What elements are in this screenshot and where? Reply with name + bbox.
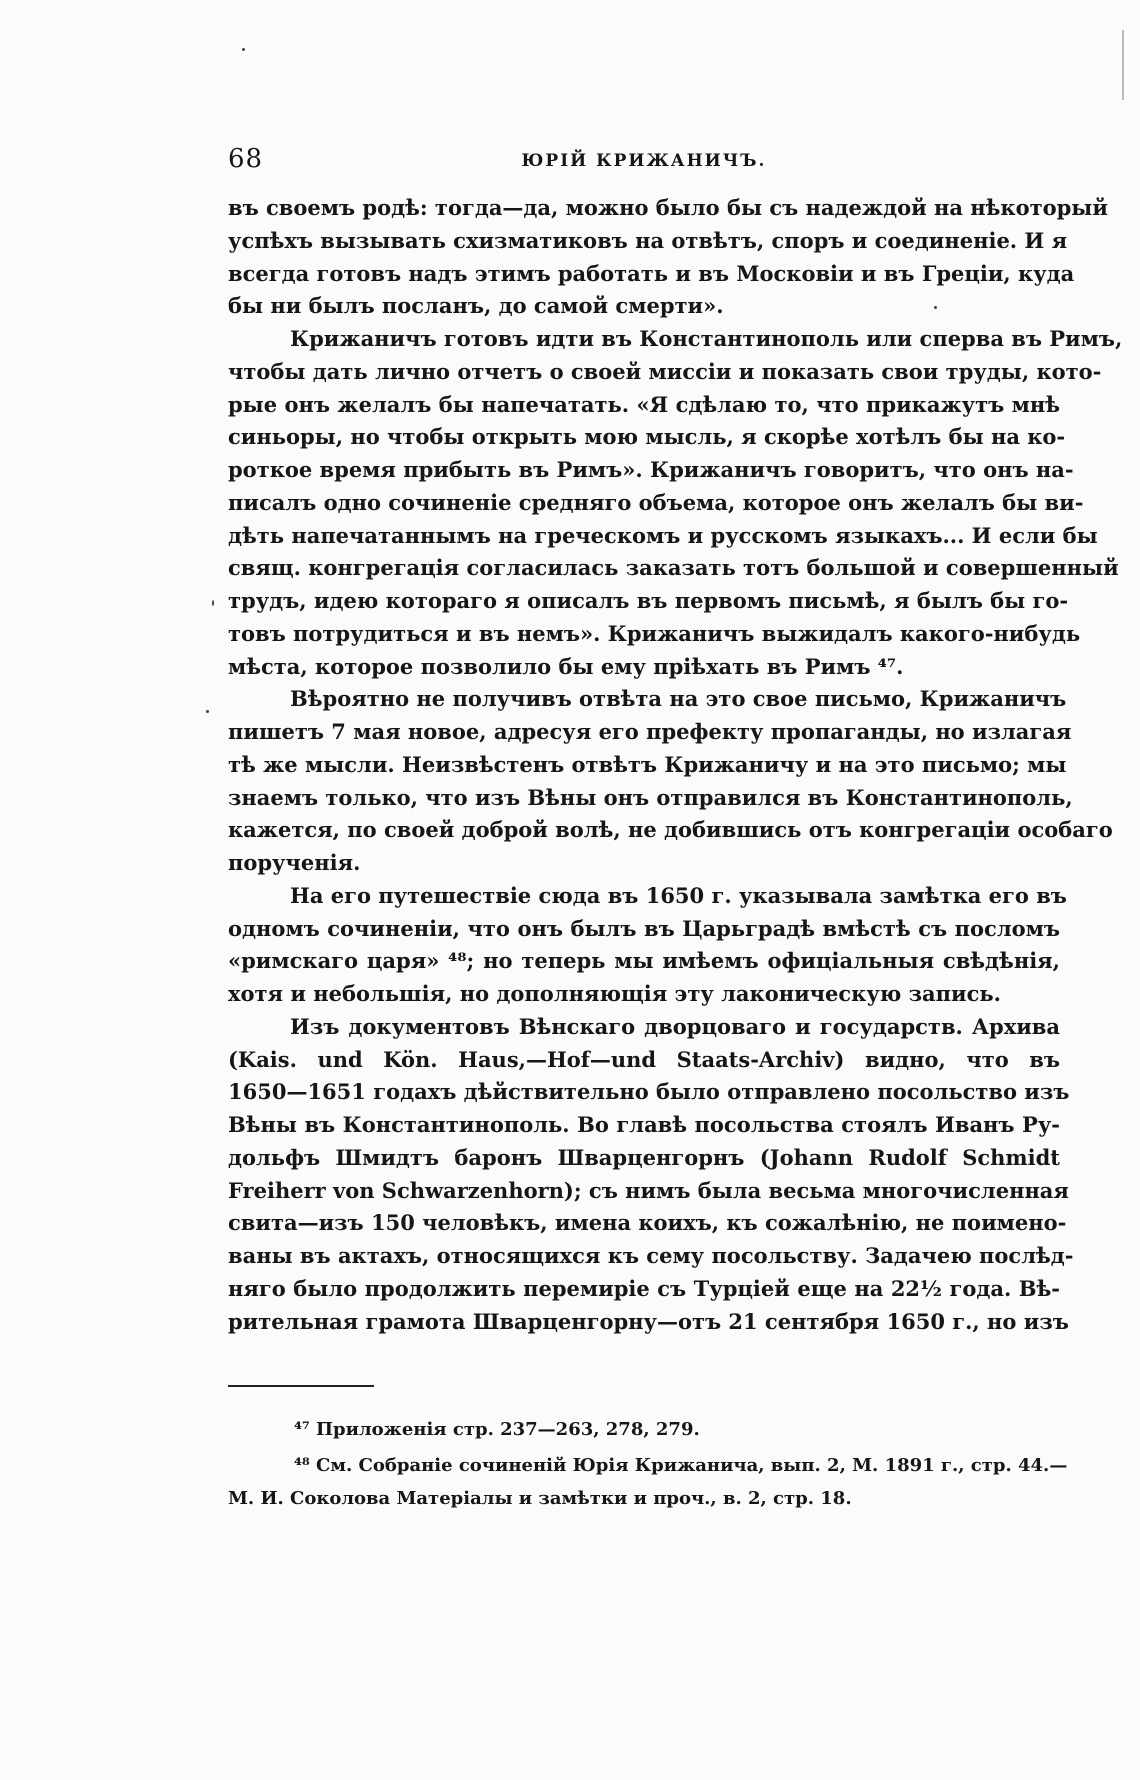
text-line: одномъ сочиненіи, что онъ былъ въ Царьградѣ вмѣстѣ съ посломъ [228, 915, 1060, 941]
text-line: писалъ одно сочиненіе средняго объема, которое онъ желалъ бы ви- [228, 489, 1084, 515]
text-line: Крижаничъ готовъ идти въ Константинополь или сперва въ Римъ, [290, 326, 1123, 351]
text-line: трудъ, идею котораго я описалъ въ первомъ письмѣ, я былъ бы го- [228, 588, 1069, 613]
text-line: въ своемъ родѣ: тогда—да, можно было бы съ надеждой на нѣкоторый [228, 195, 1108, 220]
text-line: мѣста, которое позволило бы ему пріѣхать въ Римъ ⁴⁷. [228, 653, 904, 679]
text-line: (Kais. und Kön. Haus,—Hof—und Staats-Archiv) видно, что въ [228, 1046, 1060, 1072]
text-line: дольфъ Шмидтъ баронъ Шварценгорнъ (Johann Rudolf Schmidt [228, 1144, 1060, 1170]
text-line: На его путешествіе сюда въ 1650 г. указывала замѣтка его въ [290, 882, 1067, 908]
text-line: Freiherr von Schwarzenhorn); съ нимъ была весьма многочисленная [228, 1177, 1069, 1203]
footnote-48-continuation: М. И. Соколова Матеріалы и замѣтки и проч., в. 2, стр. 18. [228, 1488, 852, 1509]
text-line: няго было продолжить перемиріе съ Турціей еще на 22½ года. Вѣ- [228, 1275, 1060, 1301]
text-line: синьоры, но чтобы открыть мою мысль, я скорѣе хотѣлъ бы на ко- [228, 424, 1066, 450]
text-line: «римскаго царя» ⁴⁸; но теперь мы имѣемъ офиціальныя свѣдѣнія, [228, 948, 1060, 974]
text-line: хотя и небольшія, но дополняющія эту лаконическую запись. [228, 981, 1001, 1006]
text-line: товъ потрудиться и въ немъ». Крижаничъ выжидалъ какого-нибудь [228, 620, 1081, 646]
running-title: ЮРІЙ КРИЖАНИЧЪ. [521, 151, 767, 171]
text-line: успѣхъ вызывать схизматиковъ на отвѣтъ, споръ и соединеніе. И я [228, 227, 1068, 253]
text-line: пишетъ 7 мая новое, адресуя его префекту пропаганды, но излагая [228, 719, 1072, 744]
text-line: Вѣны въ Константинополь. Во главѣ посольства стоялъ Иванъ Ру- [228, 1112, 1060, 1137]
text-line: знаемъ только, что изъ Вѣны онъ отправился въ Константинополь, [228, 784, 1073, 810]
speck [212, 600, 214, 606]
footnote-rule [228, 1385, 374, 1387]
text-line: свита—изъ 150 человѣкъ, имена коихъ, къ сожалѣнію, не поимено- [228, 1210, 1067, 1236]
speck [206, 710, 209, 713]
text-line: порученія. [228, 850, 361, 875]
text-line: рые онъ желалъ бы напечатать. «Я сдѣлаю то, что прикажутъ мнѣ [228, 391, 1060, 417]
text-line: Изъ документовъ Вѣнскаго дворцоваго и государств. Архива [290, 1013, 1060, 1039]
main-text [228, 192, 1123, 1338]
text-line: рительная грамота Шварценгорну—отъ 21 сентября 1650 г., но изъ [228, 1308, 1069, 1334]
text-line: кажется, по своей доброй волѣ, не добившись отъ конгрегаціи особаго [228, 817, 1113, 843]
page-edge-mark [1122, 30, 1124, 100]
text-line: бы ни былъ посланъ, до самой смерти». [228, 293, 724, 319]
text-line: 1650—1651 годахъ дѣйствительно было отправлено посольство изъ [228, 1079, 1070, 1105]
page-number: 68 [228, 144, 264, 174]
text-line: Вѣроятно не получивъ отвѣта на это свое письмо, Крижаничъ [290, 686, 1067, 712]
footnote-47: ⁴⁷ Приложенія стр. 237—263, 278, 279. [294, 1419, 700, 1440]
footnote-48: ⁴⁸ См. Собраніе сочиненій Юрія Крижанича, вып. 2, М. 1891 г., стр. 44.— [294, 1455, 1068, 1476]
text-line: дѣть напечатаннымъ на греческомъ и русскомъ языкахъ... И если бы [228, 522, 1098, 548]
text-line: всегда готовъ надъ этимъ работать и въ Московіи и въ Греціи, куда [228, 260, 1075, 286]
text-line: свящ. конгрегація согласилась заказать тотъ большой и совершенный [228, 555, 1119, 581]
text-line: роткое время прибыть въ Римъ». Крижаничъ говоритъ, что онъ на- [228, 457, 1074, 482]
text-line: тѣ же мысли. Неизвѣстенъ отвѣтъ Крижаничу и на это письмо; мы [228, 751, 1067, 777]
page-header [228, 144, 1060, 178]
speck [242, 48, 245, 51]
text-line: чтобы дать лично отчетъ о своей миссіи и показать свои труды, кото- [228, 358, 1102, 384]
text-line: ваны въ актахъ, относящихся къ сему посольству. Задачею послѣд- [228, 1243, 1074, 1268]
